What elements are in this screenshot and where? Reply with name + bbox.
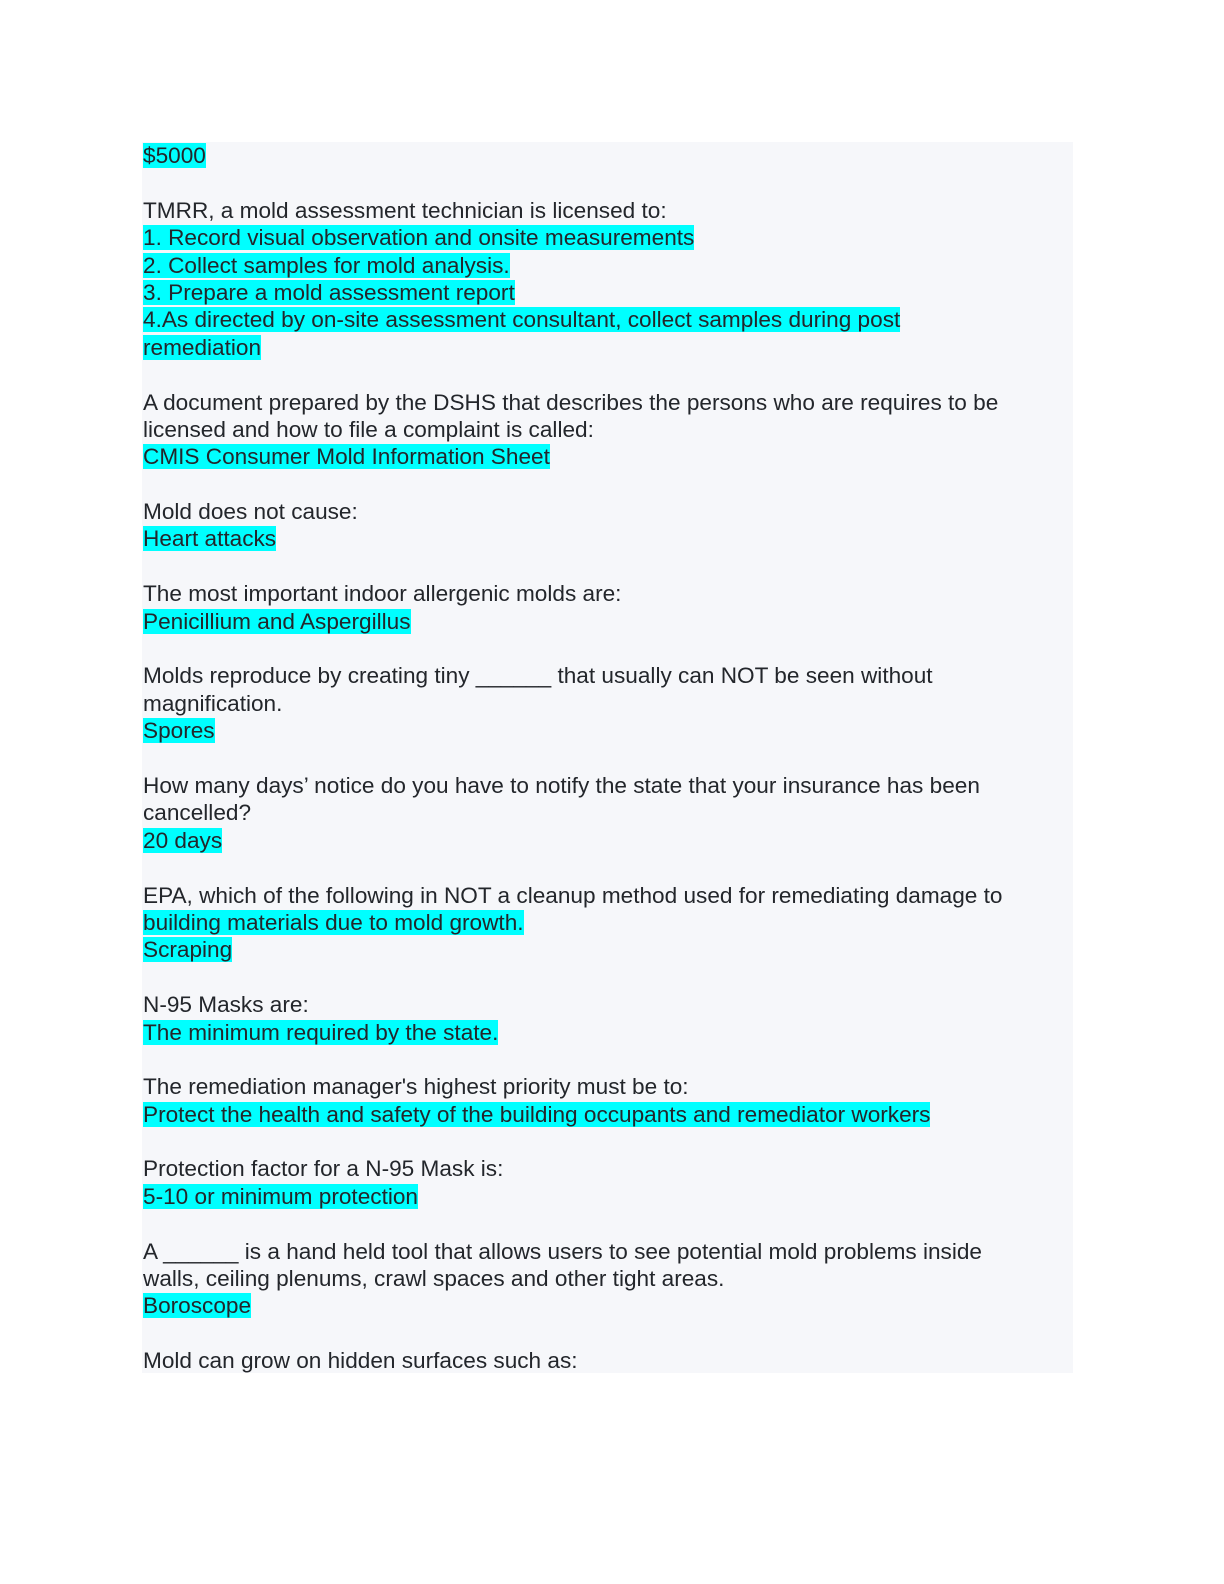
document-body bbox=[143, 142, 1063, 1375]
answer-line: 20 days bbox=[143, 827, 223, 853]
answer-line: 3. Prepare a mold assessment report bbox=[143, 279, 515, 305]
question-line: Protection factor for a N-95 Mask is: bbox=[143, 1156, 504, 1182]
question-line: A ______ is a hand held tool that allows users to see potential mold problems inside bbox=[143, 1238, 983, 1264]
answer-line: Scraping bbox=[143, 937, 233, 963]
question-line: licensed and how to file a complaint is called: bbox=[143, 416, 594, 442]
qa-item bbox=[143, 662, 1063, 744]
question-line: A document prepared by the DSHS that describes the persons who are requires to be bbox=[143, 389, 999, 415]
qa-item bbox=[143, 580, 1063, 635]
question-line: cancelled? bbox=[143, 800, 252, 826]
question-line: Molds reproduce by creating tiny ______ that usually can NOT be seen without bbox=[143, 663, 933, 689]
answer-line: $5000 bbox=[143, 143, 206, 168]
qa-item bbox=[143, 498, 1063, 553]
question-line: The remediation manager's highest priority must be to: bbox=[143, 1074, 689, 1100]
answer-line: 5-10 or minimum protection bbox=[143, 1183, 418, 1209]
answer-line: The minimum required by the state. bbox=[143, 1019, 499, 1045]
qa-item bbox=[143, 1347, 1063, 1374]
question-line: Mold does not cause: bbox=[143, 499, 358, 525]
qa-item bbox=[143, 882, 1063, 964]
question-line: N-95 Masks are: bbox=[143, 992, 309, 1018]
answer-line: 1. Record visual observation and onsite measurements bbox=[143, 225, 695, 251]
answer-line: Heart attacks bbox=[143, 526, 277, 552]
question-line: How many days’ notice do you have to notify the state that your insurance has been bbox=[143, 772, 980, 798]
qa-item bbox=[143, 1073, 1063, 1128]
answer-line: 4.As directed by on-site assessment consultant, collect samples during post bbox=[143, 307, 901, 333]
qa-item bbox=[143, 1238, 1063, 1320]
answer-line: Protect the health and safety of the building occupants and remediator workers bbox=[143, 1101, 931, 1127]
answer-line: Spores bbox=[143, 718, 215, 744]
question-line: EPA, which of the following in NOT a cleanup method used for remediating damage to bbox=[143, 882, 1003, 908]
qa-item bbox=[143, 991, 1063, 1046]
qa-item bbox=[143, 1155, 1063, 1210]
answer-line: building materials due to mold growth. bbox=[143, 909, 524, 935]
answer-line: CMIS Consumer Mold Information Sheet bbox=[143, 444, 550, 470]
question-line: walls, ceiling plenums, crawl spaces and other tight areas. bbox=[143, 1266, 725, 1292]
qa-item bbox=[143, 197, 1063, 361]
question-line: magnification. bbox=[143, 690, 283, 716]
answer-line: Boroscope bbox=[143, 1293, 252, 1319]
qa-item bbox=[143, 389, 1063, 471]
answer-line: remediation bbox=[143, 334, 262, 360]
answer-line: 2. Collect samples for mold analysis. bbox=[143, 252, 510, 278]
question-line: The most important indoor allergenic molds are: bbox=[143, 581, 622, 607]
question-line: Mold can grow on hidden surfaces such as: bbox=[143, 1348, 578, 1374]
question-line: TMRR, a mold assessment technician is licensed to: bbox=[143, 197, 667, 223]
answer-line: Penicillium and Aspergillus bbox=[143, 608, 411, 634]
qa-item bbox=[143, 772, 1063, 854]
